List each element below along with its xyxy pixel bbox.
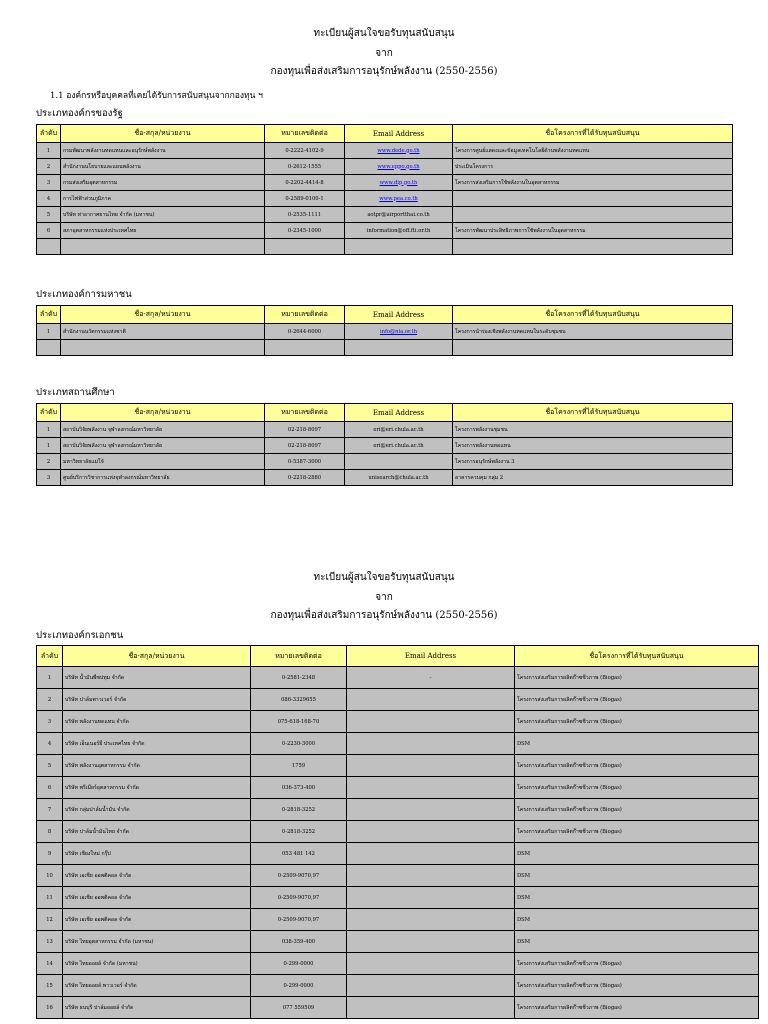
row-email: [347, 953, 515, 975]
row-name: กรมพัฒนาพลังงานทดแทนและอนุรักษ์พลังงาน: [61, 143, 265, 159]
doc-title-from-2: จาก: [375, 592, 393, 603]
col-no: ลำดับ: [37, 306, 61, 324]
col-name: ชื่อ-สกุล/หน่วยงาน: [61, 125, 265, 143]
row-email: [347, 931, 515, 953]
table-row: [37, 733, 759, 755]
row-email: [347, 887, 515, 909]
row-name: บริษัท ไทยอุตสาหกรรม จำกัด (มหาชน): [63, 931, 251, 953]
row-phone: 036-373-400: [251, 777, 347, 799]
row-project: โครงการอนุรักษ์พลังงาน 3: [453, 454, 733, 470]
table-row: [37, 799, 759, 821]
row-project: โครงการส่งเสริมการผลิตก๊าซชีวภาพ (Biogas): [515, 689, 759, 711]
row-email: [347, 755, 515, 777]
row-email: unisearch@chula.ac.th: [345, 470, 453, 486]
row-phone: 0-2581-2348: [251, 667, 347, 689]
row-phone: 0-2202-4414-8: [265, 175, 345, 191]
table-edu: [36, 403, 733, 486]
row-phone: 0-2818-3252: [251, 799, 347, 821]
row-no: 10: [37, 865, 63, 887]
row-name: บริษัท ไทยออยล์ พาวเวอร์ จำกัด: [63, 975, 251, 997]
table-row: [37, 470, 733, 486]
row-project: โครงการส่งเสริมการใช้พลังงานในอุตสาหกรรม: [453, 175, 733, 191]
row-name: บริษัท พลังงานอุตสาหกรรม จำกัด: [63, 755, 251, 777]
email-link[interactable]: www.dip.go.th: [379, 179, 418, 186]
email-link[interactable]: info@nia.or.th: [379, 328, 418, 335]
col-email: Email Address: [347, 646, 515, 667]
table-row: [37, 755, 759, 777]
section-title-private: ประเภทองค์กรเอกชน: [36, 630, 124, 641]
row-name: บริษัท ปาล์มพาวเวอร์ จำกัด: [63, 689, 251, 711]
row-no: 16: [37, 997, 63, 1019]
row-phone: 0-2509-9070,97: [251, 887, 347, 909]
row-project: DSM: [515, 887, 759, 909]
col-email: Email Address: [345, 125, 453, 143]
email-link[interactable]: www.eppo.go.th: [377, 163, 420, 170]
row-no: 1: [37, 324, 61, 340]
doc-title-fund-2: กองทุนเพื่อส่งเสริมการอนุรักษ์พลังงาน (2550-2556): [270, 610, 498, 621]
row-email: [345, 239, 453, 255]
row-no: 11: [37, 887, 63, 909]
row-no: 1: [37, 438, 61, 454]
row-no: 4: [37, 191, 61, 207]
table-row: [37, 711, 759, 733]
row-email: [347, 711, 515, 733]
row-name: การไฟฟ้าส่วนภูมิภาค: [61, 191, 265, 207]
row-email: eri@eri.chula.ac.th: [345, 438, 453, 454]
table-row: [37, 777, 759, 799]
row-name: บริษัท พลังงานทดแทน จำกัด: [63, 711, 251, 733]
col-phone: หมายเลขติดต่อ: [265, 306, 345, 324]
row-email: [347, 821, 515, 843]
email-link[interactable]: www.pea.co.th: [379, 195, 418, 202]
row-phone: 0-2612-1555: [265, 159, 345, 175]
row-no: 12: [37, 909, 63, 931]
table-row: [37, 689, 759, 711]
table-row: [37, 438, 733, 454]
row-project: โครงการส่งเสริมการผลิตก๊าซชีวภาพ (Biogas): [515, 953, 759, 975]
row-name: บริษัท ปาล์มน้ำมันไทย จำกัด: [63, 821, 251, 843]
row-no: 1: [37, 422, 61, 438]
row-email: [347, 799, 515, 821]
col-email: Email Address: [345, 404, 453, 422]
row-email: [345, 143, 453, 159]
col-phone: หมายเลขติดต่อ: [251, 646, 347, 667]
row-name: สภาอุตสาหกรรมแห่งประเทศไทย: [61, 223, 265, 239]
row-email: [345, 340, 453, 356]
email-link[interactable]: www.dede.go.th: [377, 147, 420, 154]
row-name: บริษัท เอเชีย ออพติคอล จำกัด: [63, 865, 251, 887]
row-phone: 0-2230-3000: [251, 733, 347, 755]
row-phone: 0-2509-9070,97: [251, 865, 347, 887]
row-phone: 0-2818-3252: [251, 821, 347, 843]
row-phone: [265, 239, 345, 255]
row-phone: 038-359-400: [251, 931, 347, 953]
row-email: [347, 997, 515, 1019]
col-phone: หมายเลขติดต่อ: [265, 125, 345, 143]
row-project: [453, 207, 733, 223]
col-project: ชื่อโครงการที่ได้รับทุนสนับสนุน: [453, 125, 733, 143]
row-no: [37, 239, 61, 255]
row-project: โครงการส่งเสริมการผลิตก๊าซชีวภาพ (Biogas): [515, 711, 759, 733]
row-name: บริษัท เอเชีย ออพติคอล จำกัด: [63, 909, 251, 931]
row-project: โครงการศูนย์แสดงและข้อมูลเทคโนโลยีด้านพลังงานทดแทน: [453, 143, 733, 159]
row-name: สำนักงานนวัตกรรมแห่งชาติ: [61, 324, 265, 340]
col-no: ลำดับ: [37, 404, 61, 422]
doc-title-fund-1: กองทุนเพื่อส่งเสริมการอนุรักษ์พลังงาน (2550-2556): [270, 66, 498, 77]
row-name: บริษัท ท่าอากาศยานไทย จำกัด (มหาชน): [61, 207, 265, 223]
row-no: 2: [37, 159, 61, 175]
table-row: [37, 422, 733, 438]
row-email: information@off.fti.or.th: [345, 223, 453, 239]
table-row: [37, 191, 733, 207]
row-name: สถาบันวิจัยพลังงาน จุฬาลงกรณ์มหาวิทยาลัย: [61, 438, 265, 454]
row-email: eri@eri.chula.ac.th: [345, 422, 453, 438]
row-name: บริษัท ธนบุรี ปาล์มออยล์ จำกัด: [63, 997, 251, 1019]
row-phone: 0-2509-9070,97: [251, 909, 347, 931]
row-email: [347, 975, 515, 997]
row-no: [37, 340, 61, 356]
row-phone: 075-618-168-70: [251, 711, 347, 733]
section-title-public: ประเภทองค์การมหาชน: [36, 289, 132, 300]
table-row: [37, 843, 759, 865]
row-no: 2: [37, 454, 61, 470]
col-project: ชื่อโครงการที่ได้รับทุนสนับสนุน: [453, 404, 733, 422]
row-no: 15: [37, 975, 63, 997]
table-row: [37, 909, 759, 931]
table-row: [37, 207, 733, 223]
col-no: ลำดับ: [37, 646, 63, 667]
row-project: อาคารควบคุม กลุ่ม 2: [453, 470, 733, 486]
row-phone: 086-3329655: [251, 689, 347, 711]
row-phone: 0-2218-2880: [265, 470, 345, 486]
row-phone: 1759: [251, 755, 347, 777]
row-email: [347, 865, 515, 887]
row-name: บริษัท เชียงใหม่ กรุ๊ป: [63, 843, 251, 865]
col-project: ชื่อโครงการที่ได้รับทุนสนับสนุน: [453, 306, 733, 324]
row-phone: 0-299-0000: [251, 953, 347, 975]
row-no: 6: [37, 777, 63, 799]
table-row: [37, 175, 733, 191]
row-email: [347, 689, 515, 711]
col-project: ชื่อโครงการที่ได้รับทุนสนับสนุน: [515, 646, 759, 667]
table-row: [37, 953, 759, 975]
row-name: [61, 340, 265, 356]
row-no: 7: [37, 799, 63, 821]
row-phone: 0-299-0000: [251, 975, 347, 997]
row-name: บริษัท เอเชีย ออพติคอล จำกัด: [63, 887, 251, 909]
row-phone: 0-2535-1111: [265, 207, 345, 223]
row-no: 1: [37, 667, 63, 689]
row-phone: 0-2345-1000: [265, 223, 345, 239]
row-email: [347, 777, 515, 799]
subheading: 1.1 องค์กรหรือบุคคลที่เคยได้รับการสนับสนุนจากกองทุน ฯ: [50, 91, 263, 101]
row-project: DSM: [515, 865, 759, 887]
row-project: DSM: [515, 843, 759, 865]
col-name: ชื่อ-สกุล/หน่วยงาน: [63, 646, 251, 667]
table-row: [37, 887, 759, 909]
row-project: โครงการส่งเสริมการผลิตก๊าซชีวภาพ (Biogas): [515, 821, 759, 843]
row-name: สำนักงานนโยบายและแผนพลังงาน: [61, 159, 265, 175]
row-name: ศูนย์บริการวิชาการแห่งจุฬาลงกรณ์มหาวิทยาลัย: [61, 470, 265, 486]
row-no: 13: [37, 931, 63, 953]
row-no: 5: [37, 207, 61, 223]
row-project: โครงการส่งเสริมการผลิตก๊าซชีวภาพ (Biogas): [515, 799, 759, 821]
table-row: [37, 997, 759, 1019]
row-email: [345, 159, 453, 175]
row-no: 6: [37, 223, 61, 239]
table-row: [37, 340, 733, 356]
row-phone: 077 559509: [251, 997, 347, 1019]
row-project: ประเมินโครงการ: [453, 159, 733, 175]
table-state: [36, 124, 733, 255]
row-project: [453, 239, 733, 255]
table-public: [36, 305, 733, 356]
row-no: 3: [37, 470, 61, 486]
row-phone: 0-2222-4102-9: [265, 143, 345, 159]
doc-title-from-1: จาก: [375, 48, 393, 59]
row-no: 1: [37, 143, 61, 159]
col-no: ลำดับ: [37, 125, 61, 143]
row-project: โครงการส่งเสริมการผลิตก๊าซชีวภาพ (Biogas): [515, 997, 759, 1019]
row-name: กรมส่งเสริมอุตสาหกรรม: [61, 175, 265, 191]
row-no: 3: [37, 711, 63, 733]
row-email: aotpr@airportthai.co.th: [345, 207, 453, 223]
row-phone: 02-218-8097: [265, 422, 345, 438]
row-project: โครงการส่งเสริมการผลิตก๊าซชีวภาพ (Biogas): [515, 975, 759, 997]
row-email: [345, 454, 453, 470]
table-row: [37, 931, 759, 953]
row-project: โครงการนำร่องเชิงพลังงานทดแทนในระดับชุมชน: [453, 324, 733, 340]
row-project: โครงการส่งเสริมการผลิตก๊าซชีวภาพ (Biogas): [515, 777, 759, 799]
row-phone: 0-5387-3000: [265, 454, 345, 470]
row-email: -: [347, 667, 515, 689]
row-phone: 053 481 142: [251, 843, 347, 865]
row-project: โครงการพลังงานชุมชน: [453, 422, 733, 438]
row-name: บริษัท กลุ่มปาล์มน้ำมัน จำกัด: [63, 799, 251, 821]
table-row: [37, 223, 733, 239]
row-project: DSM: [515, 909, 759, 931]
row-phone: 0-2589-0100-1: [265, 191, 345, 207]
row-project: โครงการพลังงานทดแทน: [453, 438, 733, 454]
row-project: [453, 191, 733, 207]
row-no: 4: [37, 733, 63, 755]
row-name: [61, 239, 265, 255]
doc-title-1: ทะเบียนผู้สนใจขอรับทุนสนับสนุน: [313, 28, 455, 39]
row-project: [453, 340, 733, 356]
row-project: โครงการส่งเสริมการผลิตก๊าซชีวภาพ (Biogas): [515, 755, 759, 777]
row-no: 5: [37, 755, 63, 777]
row-phone: 0-2644-6000: [265, 324, 345, 340]
row-email: [345, 191, 453, 207]
row-name: มหาวิทยาลัยแม่โจ้: [61, 454, 265, 470]
row-no: 3: [37, 175, 61, 191]
section-title-state: ประเภทองค์กรของรัฐ: [36, 108, 123, 119]
row-email: [347, 843, 515, 865]
table-row: [37, 324, 733, 340]
section-title-edu: ประเภทสถานศึกษา: [36, 387, 115, 398]
row-no: 8: [37, 821, 63, 843]
table-private: [36, 645, 759, 1019]
table-row: [37, 821, 759, 843]
table-row: [37, 975, 759, 997]
col-email: Email Address: [345, 306, 453, 324]
doc-title-2: ทะเบียนผู้สนใจขอรับทุนสนับสนุน: [313, 572, 455, 583]
table-row: [37, 454, 733, 470]
row-project: DSM: [515, 931, 759, 953]
col-name: ชื่อ-สกุล/หน่วยงาน: [61, 404, 265, 422]
row-project: โครงการพัฒนาประสิทธิภาพการใช้พลังงานในอุตสาหกรรม: [453, 223, 733, 239]
row-email: [347, 909, 515, 931]
table-row: [37, 239, 733, 255]
row-email: [345, 324, 453, 340]
row-phone: 02-218-8097: [265, 438, 345, 454]
row-name: สถาบันวิจัยพลังงาน จุฬาลงกรณ์มหาวิทยาลัย: [61, 422, 265, 438]
col-phone: หมายเลขติดต่อ: [265, 404, 345, 422]
row-name: บริษัท ไทยออยล์ จำกัด (มหาชน): [63, 953, 251, 975]
col-name: ชื่อ-สกุล/หน่วยงาน: [61, 306, 265, 324]
row-phone: [265, 340, 345, 356]
row-name: บริษัท พรีเมียร์อุตสาหกรรม จำกัด: [63, 777, 251, 799]
row-name: บริษัท เอ็นเนอร์ยี่ ประเทศไทย จำกัด: [63, 733, 251, 755]
table-row: [37, 865, 759, 887]
row-email: [347, 733, 515, 755]
row-no: 14: [37, 953, 63, 975]
row-email: [345, 175, 453, 191]
row-project: โครงการส่งเสริมการผลิตก๊าซชีวภาพ (Biogas): [515, 667, 759, 689]
row-name: บริษัท น้ำมันพืชปทุม จำกัด: [63, 667, 251, 689]
row-no: 2: [37, 689, 63, 711]
row-project: DSM: [515, 733, 759, 755]
table-row: [37, 159, 733, 175]
table-row: [37, 143, 733, 159]
table-row: [37, 667, 759, 689]
row-no: 9: [37, 843, 63, 865]
